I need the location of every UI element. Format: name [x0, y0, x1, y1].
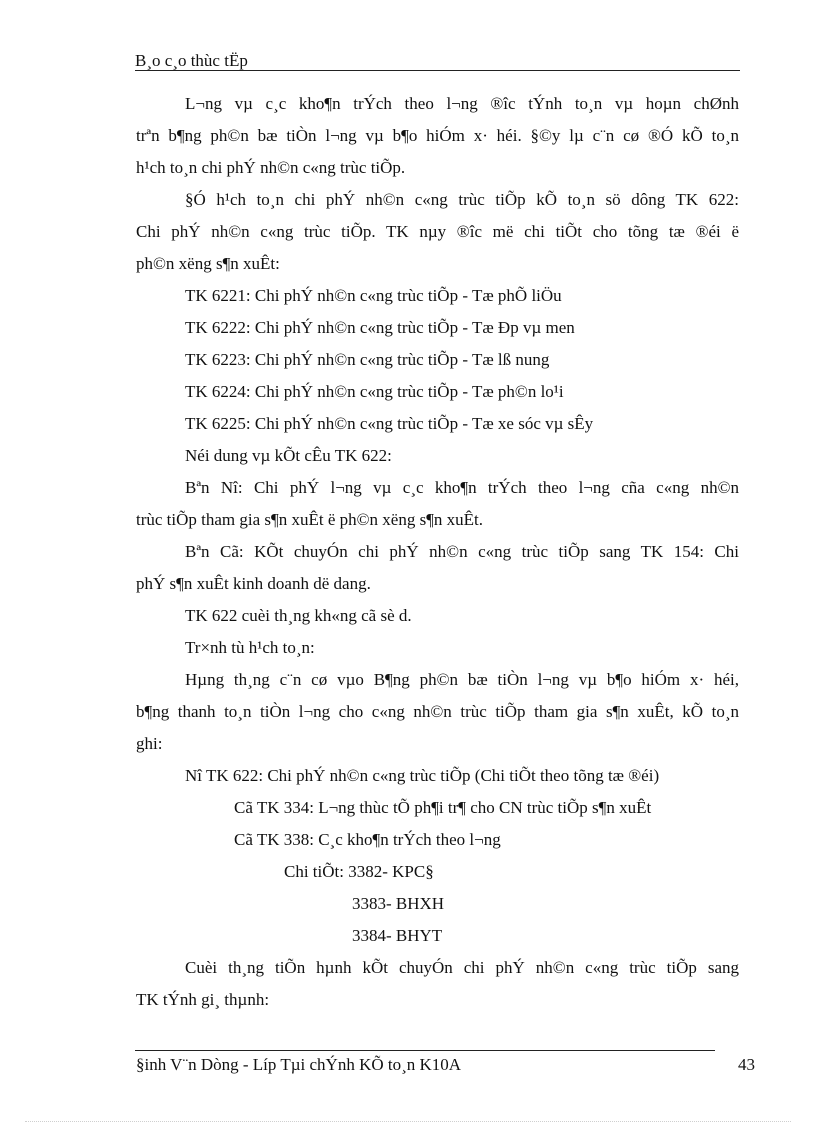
paragraph-line: phÝ s¶n xuÊt kinh doanh dë dang. — [136, 574, 371, 593]
footer-rule — [135, 1050, 715, 1051]
entry-line: Cã TK 334: L¬ng thùc tÕ ph¶i tr¶ cho CN trùc tiÕp s¶n xuÊt — [234, 798, 652, 817]
paragraph-line: TK tÝnh gi¸ thµnh: — [136, 990, 270, 1009]
entry-line: 3383- BHXH — [352, 894, 445, 913]
paragraph-line: Néi dung vµ kÕt cÊu TK 622: — [185, 446, 392, 465]
paragraph-line: Cuèi th¸ng tiÕn hµnh kÕt chuyÓn chi phÝ nh©n c«ng trùc tiÕp sang — [185, 958, 739, 977]
paragraph-line: L¬ng vµ c¸c kho¶n trÝch theo l¬ng ®îc tÝnh to¸n vµ hoµn chØnh — [185, 94, 739, 113]
paragraph-line: Tr×nh tù h¹ch to¸n: — [185, 638, 315, 657]
running-header: B¸o c¸o thùc tËp — [135, 51, 248, 70]
paragraph-line: b¶ng thanh to¸n tiÒn l¬ng cho c«ng nh©n trùc tiÕp tham gia s¶n xuÊt, kÕ to¸n — [136, 702, 739, 721]
paragraph-line: trùc tiÕp tham gia s¶n xuÊt ë ph©n xëng s¶n xuÊt. — [136, 510, 484, 529]
entry-line: Chi tiÕt: 3382- KPC§ — [284, 862, 434, 881]
account-line: TK 6222: Chi phÝ nh©n c«ng trùc tiÕp - Tæ Ðp vµ men — [185, 318, 575, 337]
paragraph-line: ghi: — [136, 734, 163, 753]
page-number: 43 — [738, 1055, 755, 1074]
footer-author: §inh V¨n Dòng - Líp Tµi chÝnh KÕ to¸n K10A — [136, 1055, 462, 1074]
paragraph-line: Chi phÝ nh©n c«ng trùc tiÕp. TK nµy ®îc më chi tiÕt cho tõng tæ ®éi ë — [136, 222, 739, 241]
header-rule — [135, 70, 740, 71]
paragraph-line: Hµng th¸ng c¨n cø vµo B¶ng ph©n bæ tiÒn l¬ng vµ b¶o hiÓm x· héi, — [185, 670, 739, 689]
entry-line: 3384- BHYT — [352, 926, 443, 945]
paragraph-line: h¹ch to¸n chi phÝ nh©n c«ng trùc tiÕp. — [136, 158, 406, 177]
paragraph-line: ph©n xëng s¶n xuÊt: — [136, 254, 280, 273]
entry-line: Nî TK 622: Chi phÝ nh©n c«ng trùc tiÕp (Chi tiÕt theo tõng tæ ®éi) — [185, 766, 660, 785]
paragraph-line: §Ó h¹ch to¸n chi phÝ nh©n c«ng trùc tiÕp kÕ to¸n sö dông TK 622: — [185, 190, 739, 209]
paragraph-line: Bªn Cã: KÕt chuyÓn chi phÝ nh©n c«ng trùc tiÕp sang TK 154: Chi — [185, 542, 739, 561]
account-line: TK 6224: Chi phÝ nh©n c«ng trùc tiÕp - Tæ ph©n lo¹i — [185, 382, 564, 401]
page-boundary — [25, 1121, 791, 1122]
paragraph-line: trªn b¶ng ph©n bæ tiÒn l¬ng vµ b¶o hiÓm x· héi. §©y lµ c¨n cø ®Ó kÕ to¸n — [136, 126, 739, 145]
paragraph-line: Bªn Nî: Chi phÝ l¬ng vµ c¸c kho¶n trÝch theo l¬ng cña c«ng nh©n — [185, 478, 739, 497]
account-line: TK 6221: Chi phÝ nh©n c«ng trùc tiÕp - Tæ phÕ liÖu — [185, 286, 562, 305]
body-text — [136, 88, 739, 1016]
account-line: TK 6225: Chi phÝ nh©n c«ng trùc tiÕp - Tæ xe sóc vµ sÊy — [185, 414, 594, 433]
paragraph-line: TK 622 cuèi th¸ng kh«ng cã sè d. — [185, 606, 412, 625]
entry-line: Cã TK 338: C¸c kho¶n trÝch theo l¬ng — [234, 830, 501, 849]
account-line: TK 6223: Chi phÝ nh©n c«ng trùc tiÕp - Tæ lß nung — [185, 350, 550, 369]
